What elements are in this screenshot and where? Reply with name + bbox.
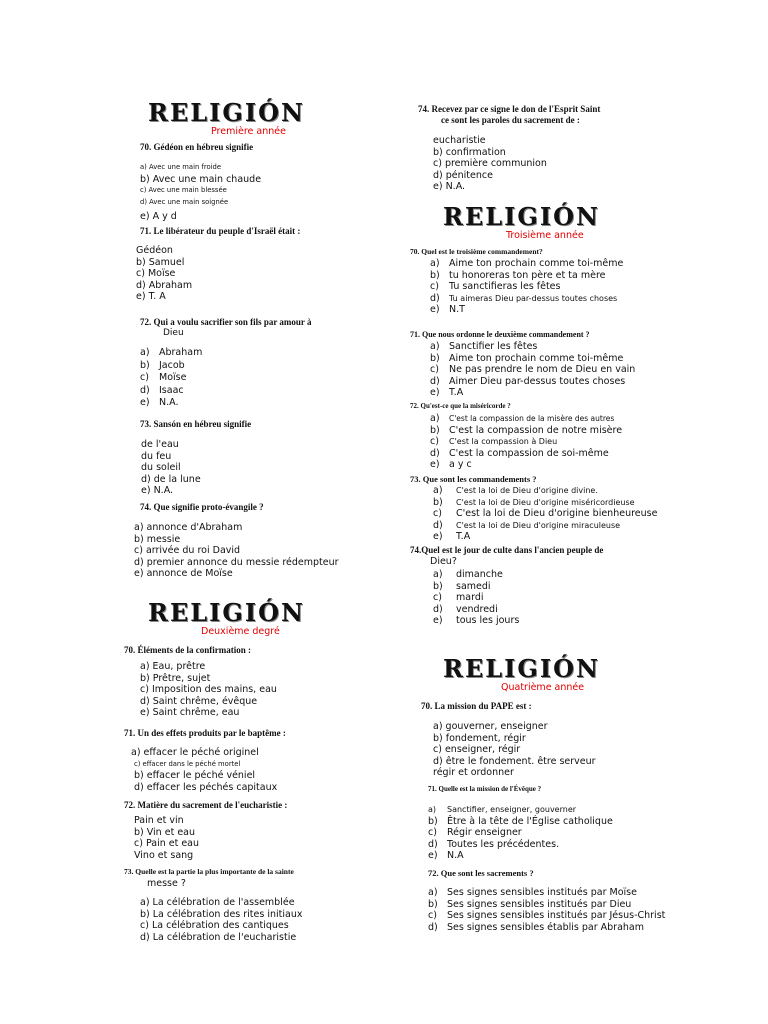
option: b) Prêtre, sujet [140, 672, 211, 684]
option: c) C'est la loi de Dieu d'origine bienheureuse [433, 508, 658, 519]
question-74: 74. Que signifie proto-évangile ? [140, 502, 264, 512]
option: c) effacer dans le péché mortel [134, 759, 241, 768]
question-72: 72. Qu'est-ce que la miséricorde ? [410, 402, 511, 410]
option: c) Ses signes sensibles institués par Jésus-Christ [428, 910, 666, 921]
option: du soleil [141, 462, 181, 473]
option: c) Avec une main blessée [140, 186, 227, 194]
option: b) C'est la compassion de notre misère [430, 424, 623, 436]
option: c) C'est la compassion à Dieu [430, 436, 558, 447]
option: a) Ses signes sensibles institués par Moïse [428, 887, 637, 898]
question-72-cont: Dieu [163, 328, 184, 338]
question-74-options [433, 569, 519, 627]
option: d) C'est la compassion de soi-même [430, 447, 609, 459]
option: a) C'est la compassion de la misère des autres [430, 413, 615, 424]
section-title: RELIGIÓN [443, 654, 600, 683]
option: e) T. A [136, 291, 166, 302]
option: a) Sanctifier les fêtes [430, 341, 538, 352]
option: b) C'est la loi de Dieu d'origine miséricordieuse [433, 496, 635, 508]
question-72: 72. Que sont les sacrements ? [428, 868, 534, 878]
section-title: RELIGIÓN [148, 98, 305, 127]
option: d) Toutes les précédentes. [428, 838, 560, 850]
option: d) effacer les péchés capitaux [134, 781, 278, 793]
option: d) vendredi [433, 603, 498, 615]
option: b) confirmation [433, 146, 506, 158]
option: e) T.A [433, 531, 471, 542]
section-subtitle: Première année [211, 126, 286, 137]
option: du feu [141, 450, 172, 462]
question-70-options [140, 162, 261, 223]
question-72: 72. Matière du sacrement de l'eucharistie : [124, 800, 288, 810]
option: b) effacer le péché véniel [134, 770, 256, 781]
question-73-options [141, 439, 201, 497]
option: d) premier annonce du messie rédempteur [134, 556, 339, 568]
option: d) La célébration de l'eucharistie [140, 931, 297, 943]
option: d) Abraham [136, 279, 193, 291]
question-74: 74. Recevez par ce signe le don de l'Esprit Saint [418, 104, 601, 114]
option: d) Saint chrême, évêque [140, 695, 258, 707]
option: a) Abraham [140, 347, 203, 358]
option: b) Vin et eau [134, 826, 196, 838]
section-quatrieme-annee [443, 656, 600, 694]
option: b) Être à la tête de l'Église catholique [428, 815, 613, 827]
option: c) Ne pas prendre le nom de Dieu en vain [430, 364, 636, 375]
option: a) Avec une main froide [140, 163, 222, 171]
option: d) être le fondement. être serveur [433, 755, 596, 767]
question-70: 70. Quel est le troisième commandement? [410, 247, 543, 256]
option: a) gouverner, enseigner [433, 721, 548, 732]
option: Pain et vin [134, 815, 184, 826]
question-72-options [428, 887, 665, 933]
option: eucharistie [433, 135, 486, 146]
option: a) C'est la loi de Dieu d'origine divine. [433, 485, 598, 496]
question-71-options [136, 245, 192, 303]
option: c) Moïse [140, 372, 187, 383]
question-70-options [430, 258, 623, 316]
question-71-options [430, 341, 635, 399]
option: Gédéon [136, 245, 173, 256]
option: d) Isaac [140, 384, 184, 396]
option: a) annonce d'Abraham [134, 522, 243, 533]
option: e) Saint chrême, eau [140, 707, 240, 718]
option: e) T.A [430, 387, 464, 398]
option: e) A y d [140, 211, 177, 222]
option: a) effacer le péché originel [131, 747, 259, 758]
option: c) Tu sanctifieras les fêtes [430, 281, 561, 292]
option: régir et ordonner [433, 767, 514, 778]
option: b) fondement, régir [433, 732, 526, 744]
option: e) N.T [430, 304, 465, 315]
option: de l'eau [141, 439, 179, 450]
option: c) Moïse [136, 268, 176, 279]
question-74-options [433, 135, 547, 193]
option: b) Avec une main chaude [140, 173, 262, 185]
section-title: RELIGIÓN [148, 598, 305, 627]
option: a) dimanche [433, 569, 503, 580]
question-71-options [428, 804, 613, 862]
option: a) Eau, prêtre [140, 661, 206, 672]
question-70: 70. La mission du PAPE est : [421, 701, 532, 711]
option: b) Aime ton prochain comme toi-même [430, 352, 624, 364]
question-71: 71. Que nous ordonne le deuxième commandement ? [410, 330, 590, 339]
option: b) tu honoreras ton père et ta mère [430, 269, 606, 281]
question-71: 71. Quelle est la mission de l'Évêque ? [428, 785, 542, 793]
option: e) N.A. [141, 485, 174, 496]
question-74-cont: Dieu? [430, 556, 457, 567]
section-troisieme-annee [443, 204, 600, 242]
option: b) samedi [433, 580, 491, 592]
option: b) Ses signes sensibles institués par Dieu [428, 898, 632, 910]
option: Vino et sang [134, 849, 194, 861]
question-70-options [140, 661, 277, 719]
section-premiere-annee [148, 100, 305, 138]
option: c) enseigner, régir [433, 744, 521, 755]
option: d) C'est la loi de Dieu d'origine miraculeuse [433, 519, 621, 531]
option: c) La célébration des cantiques [140, 920, 289, 931]
question-73: 73. Quelle est la partie la plus importante de la sainte [124, 867, 294, 876]
section-deuxieme-degre [148, 600, 305, 638]
option: c) Pain et eau [134, 838, 200, 849]
question-73-cont: messe ? [147, 878, 186, 889]
question-72-options [430, 413, 622, 471]
section-subtitle: Deuxième degré [201, 626, 280, 637]
question-70: 70. Éléments de la confirmation : [124, 645, 251, 655]
option: c) mardi [433, 592, 484, 603]
question-72-options [134, 815, 199, 861]
option: a) Aime ton prochain comme toi-même [430, 258, 624, 269]
option: d) de la lune [141, 473, 201, 485]
question-71-options [131, 747, 277, 793]
option: e) a y c [430, 459, 472, 470]
option: b) La célébration des rites initiaux [140, 908, 303, 920]
question-73-options [433, 485, 657, 543]
option: b) messie [134, 533, 181, 545]
question-74-options [134, 522, 339, 580]
section-subtitle: Quatrième année [501, 682, 585, 693]
option: d) pénitence [433, 169, 493, 181]
option: e) N.A [428, 850, 464, 861]
question-73: 73. Sansón en hébreu signifie [140, 419, 252, 429]
option: c) première communion [433, 158, 547, 169]
question-71: 71. Le libérateur du peuple d'Israël était : [140, 226, 301, 236]
option: a) La célébration de l'assemblée [140, 897, 295, 908]
question-74-cont: ce sont les paroles du sacrement de : [441, 115, 580, 125]
question-73: 73. Que sont les commandements ? [410, 474, 537, 484]
option: e) N.A. [140, 397, 179, 408]
option: b) Jacob [140, 359, 185, 371]
option: d) Aimer Dieu par-dessus toutes choses [430, 375, 626, 387]
section-title: RELIGIÓN [443, 202, 600, 231]
question-72-options [140, 347, 202, 409]
option: e) tous les jours [433, 615, 520, 626]
question-72: 72. Qui a voulu sacrifier son fils par amour à [140, 317, 312, 327]
option: a) Sanctifier, enseigner, gouverner [428, 805, 577, 814]
option: c) Régir enseigner [428, 827, 522, 838]
option: c) arrivée du roi David [134, 545, 241, 556]
option: b) Samuel [136, 256, 185, 268]
section-subtitle: Troisième année [506, 230, 584, 241]
question-74: 74.Quel est le jour de culte dans l'ancien peuple de [410, 545, 604, 555]
option: d) Tu aimeras Dieu par-dessus toutes choses [430, 292, 618, 304]
question-70-options [433, 721, 596, 779]
option: c) Imposition des mains, eau [140, 684, 277, 695]
question-73-options [140, 897, 302, 943]
question-70: 70. Gédéon en hébreu signifie [140, 142, 254, 152]
question-71: 71. Un des effets produits par le baptême : [124, 728, 286, 738]
option: e) N.A. [433, 181, 466, 192]
option: d) Avec une main soignée [140, 197, 229, 206]
option: d) Ses signes sensibles établis par Abraham [428, 921, 644, 933]
option: e) annonce de Moïse [134, 568, 233, 579]
